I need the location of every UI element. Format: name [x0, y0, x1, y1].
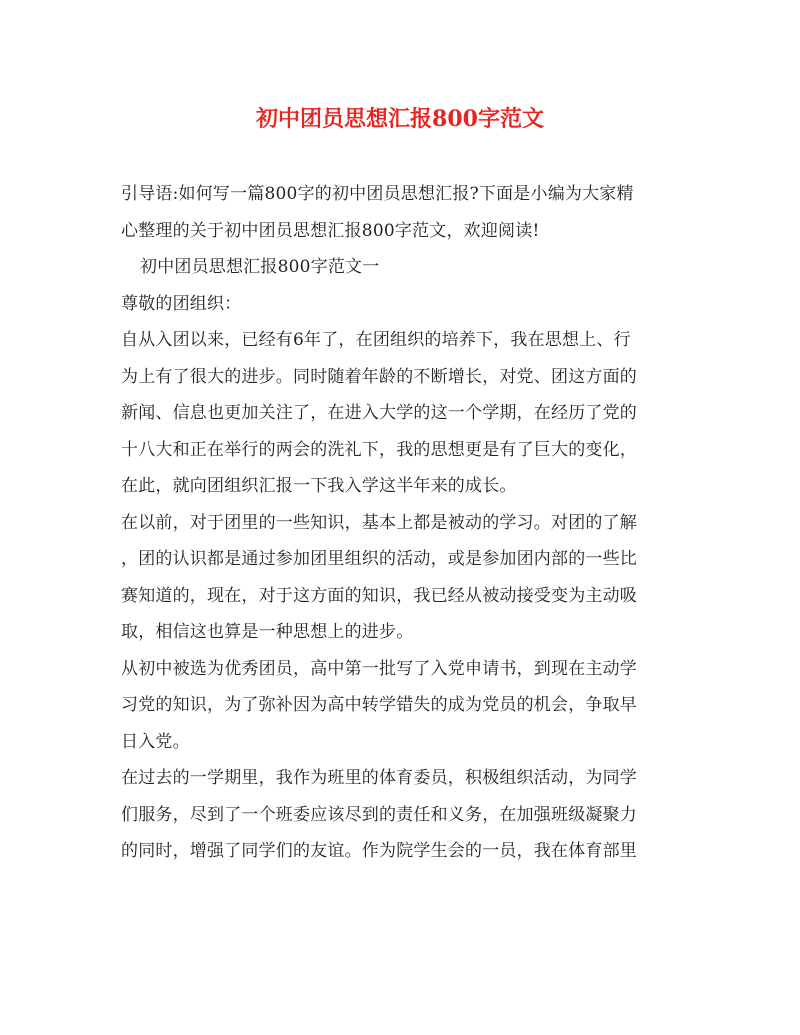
text-line: 新闻、信息也更加关注了，在进入大学的这一个学期，在经历了党的 — [121, 403, 637, 423]
text-line: 在过去的一学期里，我作为班里的体育委员，积极组织活动，为同学 — [121, 768, 637, 788]
text-line: 取，相信这也算是一种思想上的进步。 — [121, 622, 414, 642]
paragraph — [121, 322, 677, 505]
paragraph — [121, 651, 677, 761]
text-line: 在此，就向团组织汇报一下我入学这半年来的成长。 — [121, 476, 517, 496]
paragraph — [121, 760, 677, 870]
text-line: 自从入团以来，已经有6年了，在团组织的培养下，我在思想上、行 — [121, 330, 631, 350]
text-line: 初中团员思想汇报800字范文一 — [140, 257, 380, 277]
text-line: 心整理的关于初中团员思想汇报800字范文，欢迎阅读! — [121, 220, 540, 241]
document-body — [121, 176, 677, 870]
text-line: 赛知道的，现在，对于这方面的知识，我已经从被动接受变为主动吸 — [121, 585, 637, 606]
text-line: 们服务，尽到了一个班委应该尽到的责任和义务，在加强班级凝聚力 — [121, 804, 637, 825]
text-line: 引导语:如何写一篇800字的初中团员思想汇报?下面是小编为大家精 — [121, 184, 634, 204]
text-line: 尊敬的团组织： — [121, 293, 242, 314]
text-line: 在以前，对于团里的一些知识，基本上都是被动的学习。对团的了解 — [121, 512, 637, 533]
text-line: 十八大和正在举行的两会的洗礼下，我的思想更是有了巨大的变化， — [121, 439, 637, 460]
text-line: 习党的知识，为了弥补因为高中转学错失的成为党员的机会，争取早 — [121, 695, 637, 715]
document-title: 初中团员思想汇报800字范文 — [256, 106, 544, 132]
text-line: 从初中被选为优秀团员，高中第一批写了入党申请书，到现在主动学 — [121, 658, 637, 679]
text-line: 为上有了很大的进步。同时随着年龄的不断增长，对党、团这方面的 — [121, 366, 637, 387]
text-line: ，团的认识都是通过参加团里组织的活动，或是参加团内部的一些比 — [121, 549, 637, 569]
section-heading — [121, 249, 677, 286]
text-line: 的同时，增强了同学们的友谊。作为院学生会的一员，我在体育部里 — [121, 841, 637, 861]
paragraph-intro — [121, 176, 677, 249]
text-line: 日入党。 — [121, 731, 190, 752]
salutation — [121, 286, 677, 323]
paragraph — [121, 505, 677, 651]
